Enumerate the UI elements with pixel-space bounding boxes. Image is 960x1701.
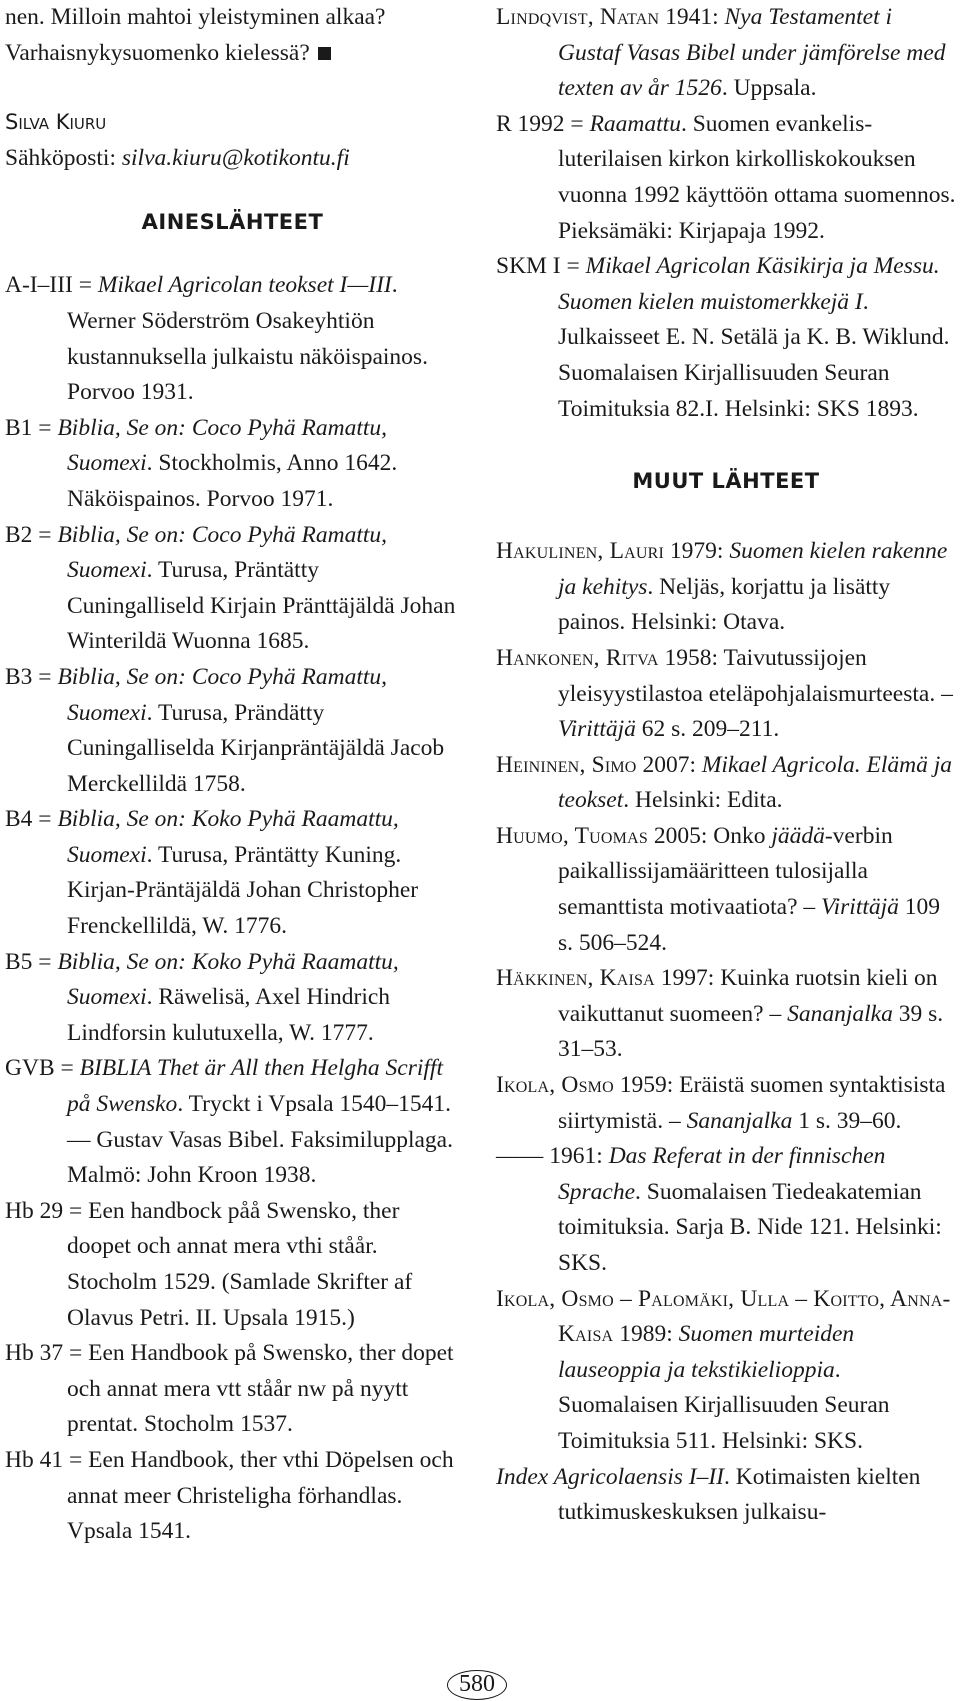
reference-title: Index Agricolaensis I–II xyxy=(496,1463,724,1490)
reference-entry: Hakulinen, Lauri 1979: Suomen kielen rakenne ja kehitys. Neljäs, korjattu ja lisätty painos. Helsinki: Otava. xyxy=(496,538,948,636)
reference-title: Biblia, Se on: Koko Pyhä Raamattu, Suomexi xyxy=(57,806,399,868)
source-entry: Hb 37 = Een Handbook på Swensko, ther dopet och annat mera vtt ståår nw på nyytt prentat. Stocholm 1537. xyxy=(5,1340,454,1438)
reference-entry: Ikola, Osmo 1959: Eräistä suomen syntaktisista siirtymistä. – Sananjalka 1 s. 39–60. xyxy=(496,1072,946,1134)
reference-title: Raamattu xyxy=(589,110,681,137)
reference-list xyxy=(496,534,956,1531)
reference-author: Hankonen, Ritva xyxy=(496,644,659,671)
reference-title: Suomen kielen rakenne ja kehitys xyxy=(558,538,948,600)
reference-entry: —— 1961: Das Referat in der finnischen Sprache. Suomalaisen Tiedeakatemian toimituksia. Sarja B. Nide 121. Helsinki: SKS. xyxy=(496,1143,942,1276)
source-list xyxy=(5,268,460,1549)
source-entry: A-I–III = Mikael Agricolan teokset I—III. Werner Söderström Osakeyhtiön kustannuksella julkaistu näköispainos. Porvoo 1931. xyxy=(5,272,428,406)
reference-author: —— xyxy=(496,1143,544,1170)
reference-author: Häkkinen, Kaisa xyxy=(496,965,655,992)
reference-title: Mikael Agricolan teokset I—III xyxy=(97,272,392,299)
reference-entry: Häkkinen, Kaisa 1997: Kuinka ruotsin kieli on vaikuttanut suomeen? – Sananjalka 39 s. 31–53. xyxy=(496,965,944,1063)
reference-author: Huumo, Tuomas xyxy=(496,822,648,849)
section-heading-other-sources: MUUT LÄHTEET xyxy=(632,469,820,494)
source-entry: B1 = Biblia, Se on: Coco Pyhä Ramattu, Suomexi. Stockholmis, Anno 1642. Näköispainos. Porvoo 1971. xyxy=(5,414,398,512)
author-email[interactable]: silva.kiuru@kotikontu.fi xyxy=(121,144,350,171)
reference-title: Biblia, Se on: Coco Pyhä Ramattu, Suomexi xyxy=(57,414,388,477)
intro-text-2: Varhaisnykysuomenko kielessä? xyxy=(5,36,460,72)
reference-entry: Heininen, Simo 2007: Mikael Agricola. Elämä ja teokset. Helsinki: Edita. xyxy=(496,751,953,814)
source-entry: B5 = Biblia, Se on: Koko Pyhä Raamattu, Suomexi. Räwelisä, Axel Hindrich Lindforsin kulutuxella, W. 1777. xyxy=(5,948,399,1046)
reference-author: Heininen, Simo xyxy=(496,751,637,778)
source-entry: B3 = Biblia, Se on: Coco Pyhä Ramattu, Suomexi. Turusa, Prändätty Cuningalliselda Kirjanpräntäjäldä Jacob Merckellildä 1758. xyxy=(5,663,445,797)
source-entry: R 1992 = Raamattu. Suomen evankelis-luterilaisen kirkon kirkolliskokouksen vuonna 1992 käyttöön ottama suomennos. Pieksämäki: Kirjapaja 1992. xyxy=(496,110,956,244)
reference-title: Biblia, Se on: Coco Pyhä Ramattu, Suomexi xyxy=(57,521,388,584)
author-email-line: Sähköposti: silva.kiuru@kotikontu.fi xyxy=(5,144,350,171)
source-entry: Hb 41 = Een Handbook, ther vthi Döpelsen och annat meer Christeligha förhandlas. Vpsala 1541. xyxy=(5,1446,454,1545)
right-column xyxy=(496,0,956,1531)
reference-entry: Index Agricolaensis I–II. Kotimaisten kielten tutkimuskeskuksen julkaisu- xyxy=(496,1463,921,1526)
source-entry: Lindqvist, Natan 1941: Nya Testamentet i Gustaf Vasas Bibel under jämförelse med texten av år 1526. Uppsala. xyxy=(496,4,946,102)
reference-entry: Ikola, Osmo – Palomäki, Ulla – Koitto, Anna-Kaisa 1989: Suomen murteiden lauseoppia ja tekstikielioppia. Suomalaisen Kirjallisuuden Seuran Toimituksia 511. Helsinki: SKS. xyxy=(496,1285,951,1454)
source-entry: B4 = Biblia, Se on: Koko Pyhä Raamattu, Suomexi. Turusa, Präntätty Kuning. Kirjan-Präntäjäldä Johan Christopher Frenckellildä, W. 1776. xyxy=(5,806,419,940)
source-entry: GVB = BIBLIA Thet är All then Helgha Scrifft på Swensko. Tryckt i Vpsala 1540–1541. — Gustav Vasas Bibel. Faksimilupplaga. Malmö: John Kroon 1938. xyxy=(5,1055,453,1189)
source-entry: B2 = Biblia, Se on: Coco Pyhä Ramattu, Suomexi. Turusa, Präntätty Cuningalliseld Kirjain Pränttäjäldä Johan Winterildä Wuonna 1685. xyxy=(5,521,456,655)
reference-author: Lindqvist, Natan xyxy=(496,4,660,30)
source-entry: Hb 29 = Een handbock påå Swensko, ther doopet och annat mera vthi ståår. Stocholm 1529. (Samlade Skrifter af Olavus Petri. II. Upsala 1915.) xyxy=(5,1197,413,1331)
reference-author: Hakulinen, Lauri xyxy=(496,538,665,565)
reference-title: Mikael Agricola. Elämä ja teokset xyxy=(558,751,953,814)
reference-entry: Huumo, Tuomas 2005: Onko jäädä-verbin paikallissijamääritteen tulosijalla semanttista motivaatiota? – Virittäjä 109 s. 506–524. xyxy=(496,822,941,956)
reference-author: Ikola, Osmo xyxy=(496,1072,614,1099)
reference-author: Ikola, Osmo – Palomäki, Ulla – Koitto, Anna-Kaisa xyxy=(496,1285,951,1348)
reference-title: Nya Testamentet i Gustaf Vasas Bibel under jämförelse med texten av år 1526 xyxy=(558,4,946,102)
author-name: Silva Kiuru xyxy=(5,110,107,135)
left-column xyxy=(5,0,460,1550)
page-number: 580 xyxy=(447,1670,507,1700)
reference-title: BIBLIA Thet är All then Helgha Scrifft på Swensko xyxy=(67,1055,443,1118)
reference-title: Suomen murteiden lauseoppia ja tekstikielioppia xyxy=(558,1321,855,1383)
section-heading-sources: AINESLÄHTEET xyxy=(141,210,324,235)
source-entry: SKM I = Mikael Agricolan Käsikirja ja Messu. Suomen kielen muistomerkkejä I. Julkaisseet E. N. Setälä ja K. B. Wiklund. Suomalaisen Kirjallisuuden Seuran Toimituksia 82.I. Helsinki: SKS 1893. xyxy=(496,253,950,422)
reference-entry: Hankonen, Ritva 1958: Taivutussijojen yleisyystilastoa eteläpohjalaismurteesta. – Virittäjä 62 s. 209–211. xyxy=(496,644,953,743)
reference-title: Mikael Agricolan Käsikirja ja Messu. Suomen kielen muistomerkkejä I xyxy=(558,253,940,315)
reference-title: Biblia, Se on: Coco Pyhä Ramattu, Suomexi xyxy=(57,663,388,726)
reference-title: Das Referat in der finnischen Sprache xyxy=(558,1143,886,1205)
reference-title: Biblia, Se on: Koko Pyhä Raamattu, Suomexi xyxy=(57,948,399,1011)
end-mark-square xyxy=(318,47,331,60)
source-list-continued xyxy=(496,0,956,427)
intro-text: nen. Milloin mahtoi yleistyminen alkaa? xyxy=(5,4,386,30)
